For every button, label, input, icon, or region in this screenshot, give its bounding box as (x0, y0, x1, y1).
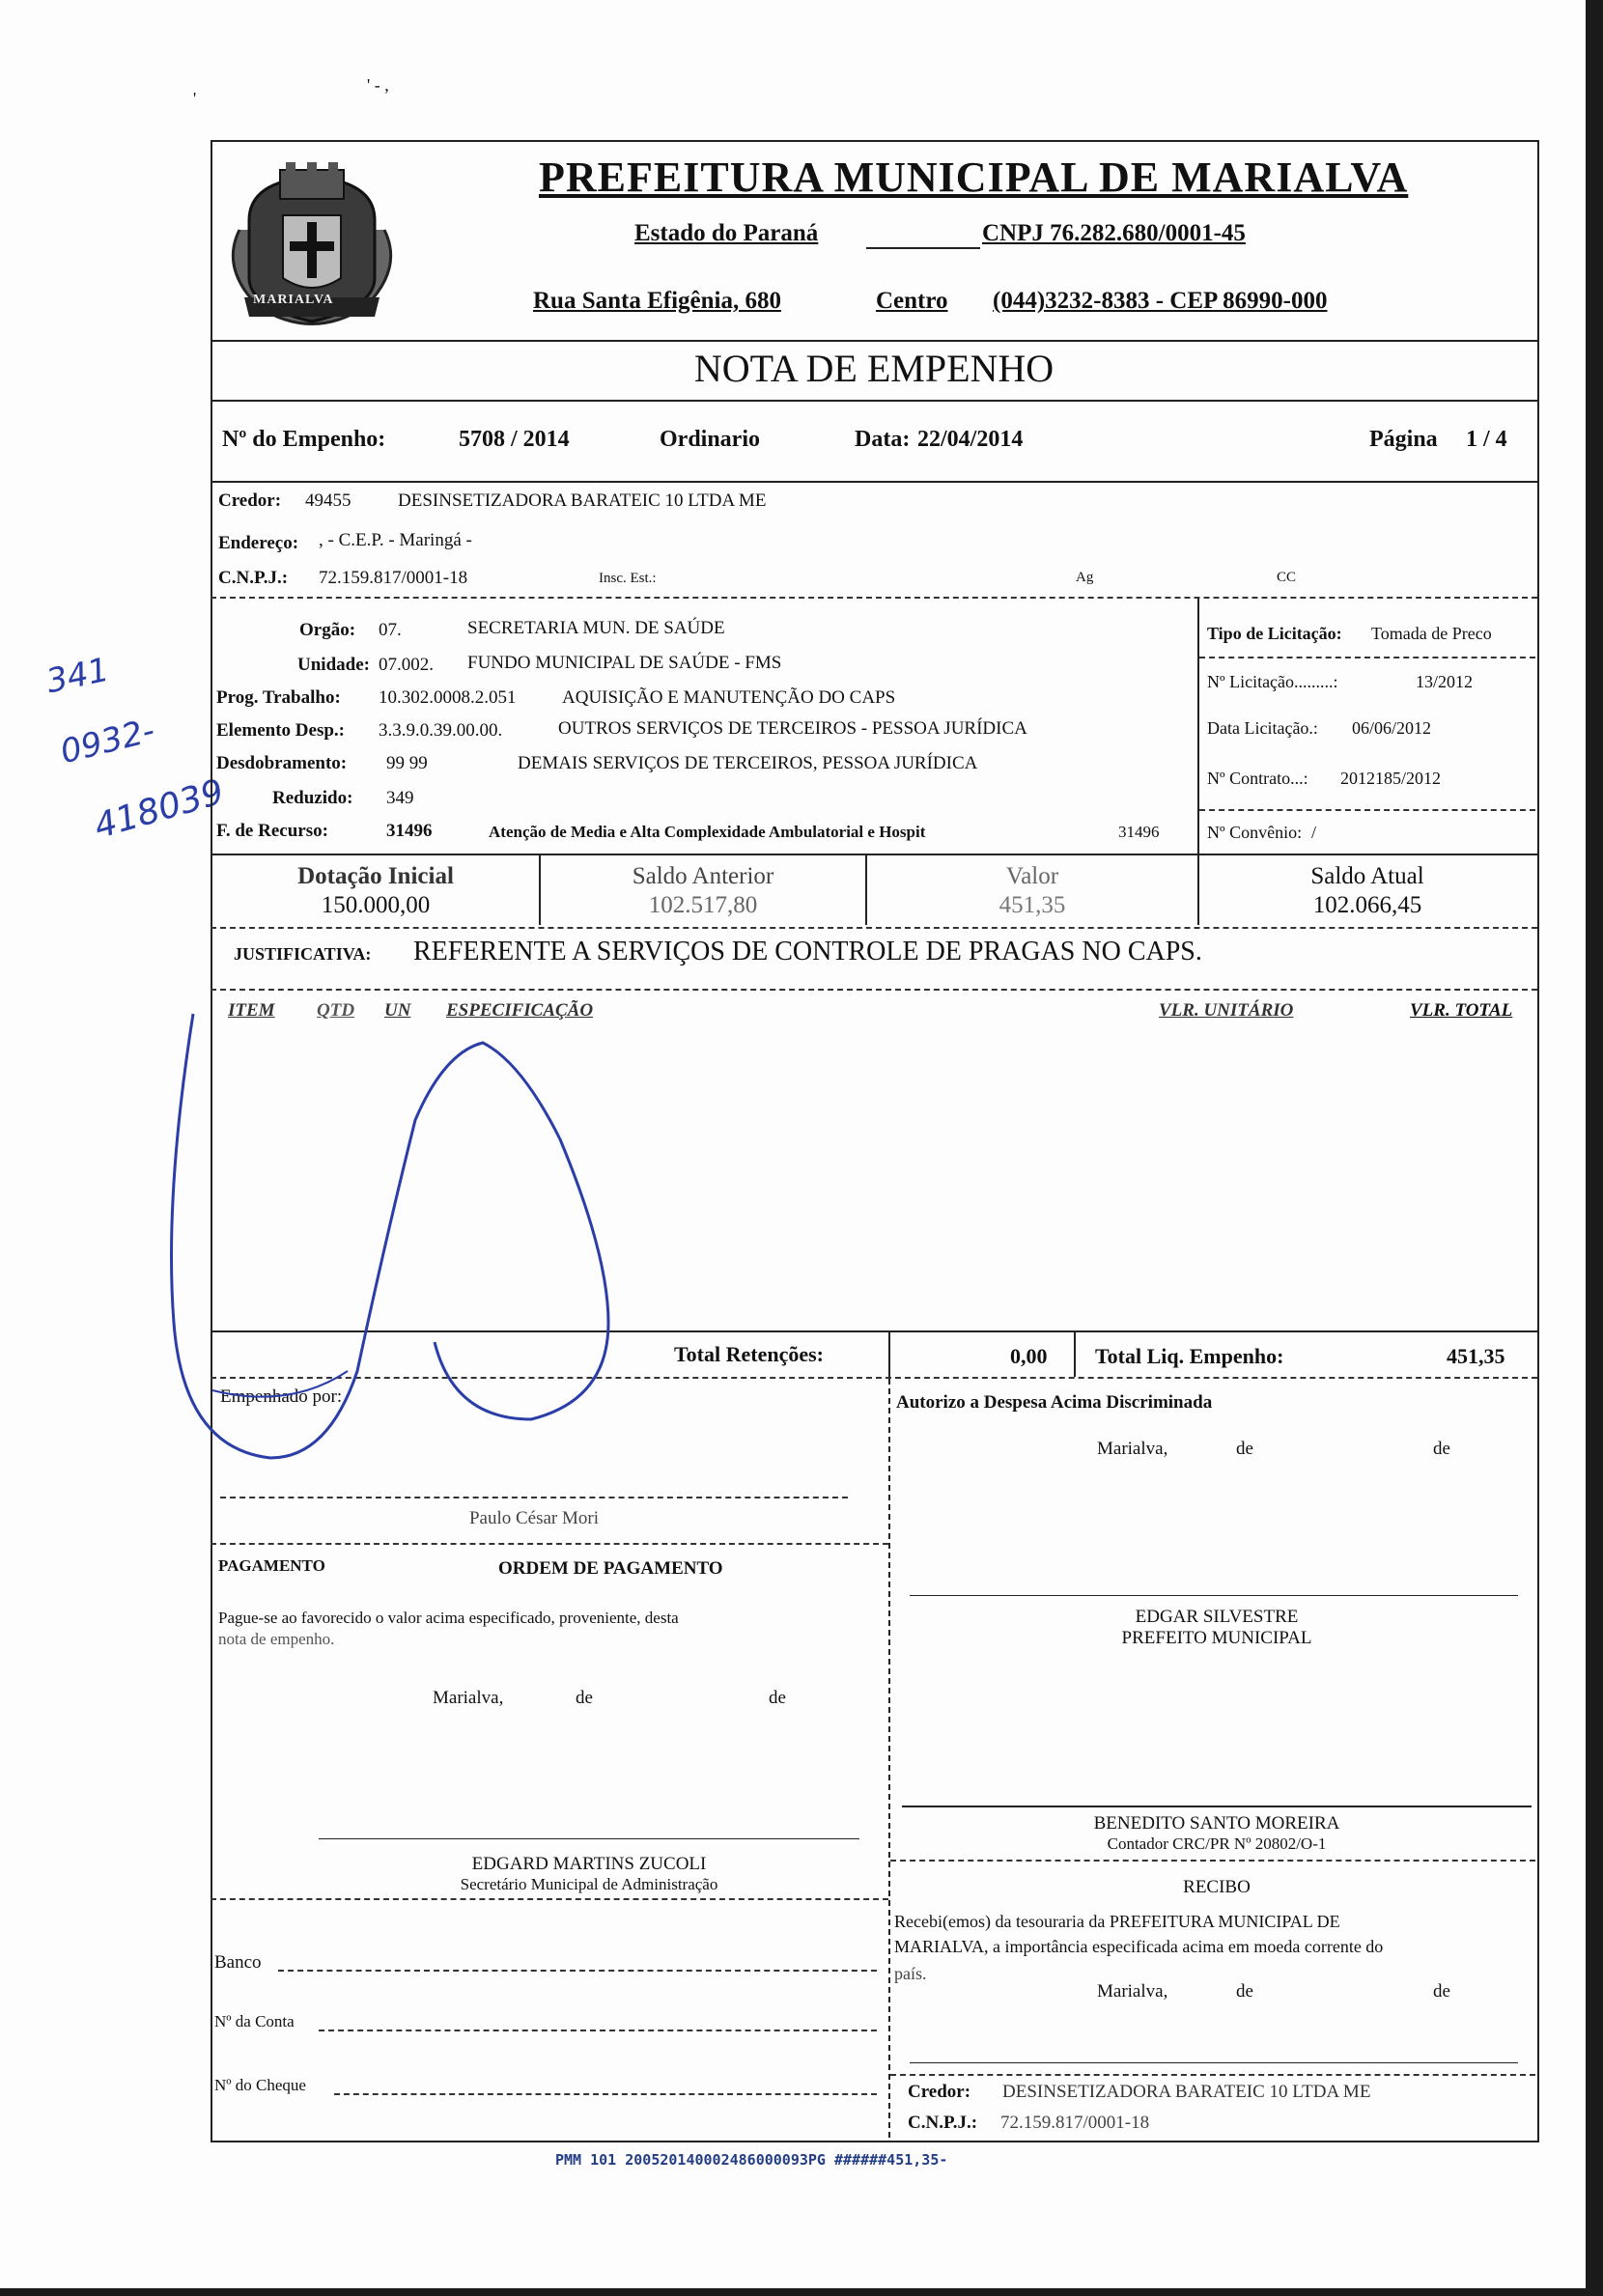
phone-cep-header: (044)3232-8383 - CEP 86990-000 (993, 288, 1328, 314)
municipality-title: PREFEITURA MUNICIPAL DE MARIALVA (539, 154, 1409, 201)
saldo-anterior-label: Saldo Anterior (632, 863, 774, 889)
empenhado-name: Paulo César Mori (468, 1508, 600, 1528)
signature-line (910, 1595, 1518, 1596)
empenho-date: 22/04/2014 (917, 427, 1024, 452)
desdobramento-name: DEMAIS SERVIÇOS DE TERCEIROS, PESSOA JURÍDICA (518, 753, 978, 773)
desdobramento-label: Desdobramento: (216, 753, 348, 773)
reduzido-value: 349 (386, 788, 414, 808)
recurso-code-2: 31496 (1118, 823, 1160, 841)
divider (888, 1379, 890, 2138)
district-header: Centro (876, 288, 948, 314)
empenho-number-label: Nº do Empenho: (222, 427, 386, 452)
address-header: Rua Santa Efigênia, 680 (533, 288, 781, 314)
credor-name: DESINSETIZADORA BARATEIC 10 LTDA ME (398, 490, 767, 511)
dotacao-value: 150.000,00 (321, 892, 431, 918)
justificativa-text: REFERENTE A SERVIÇOS DE CONTROLE DE PRAGAS NO CAPS. (413, 937, 1202, 966)
contrato-numero: 2012185/2012 (1340, 769, 1442, 788)
orgao-name: SECRETARIA MUN. DE SAÚDE (467, 618, 725, 638)
handwritten-note-2: 0932- (56, 711, 159, 772)
banco-label: Banco (214, 1952, 262, 1973)
licitacao-data: 06/06/2012 (1352, 718, 1432, 738)
divider (888, 1332, 890, 1377)
municipal-crest-icon (220, 162, 404, 336)
signature-line (319, 1838, 859, 1839)
prog-code: 10.302.0008.2.051 (379, 687, 517, 708)
saldo-atual-label: Saldo Atual (1310, 863, 1424, 889)
licitacao-data-label: Data Licitação.: (1207, 718, 1318, 738)
credor-sign-cnpj: 72.159.817/0001-18 (1000, 2113, 1150, 2133)
col-item: ITEM (228, 1000, 275, 1021)
doc-title-wrap (211, 346, 1537, 391)
ordem-de-1: de (576, 1688, 593, 1708)
credor-sign-label: Credor: (908, 2082, 971, 2102)
divider (211, 854, 1537, 855)
scan-mark: ' - , (367, 75, 389, 95)
recurso-name: Atenção de Media e Alta Complexidade Ambulatorial e Hospit (489, 823, 926, 841)
recibo-place: Marialva, (1097, 1981, 1168, 2002)
divider (211, 1543, 888, 1545)
empenho-type: Ordinario (660, 427, 761, 452)
recibo-text-3: país. (894, 1964, 927, 1983)
divider (890, 2074, 1535, 2076)
empenho-date-label: Data: (855, 427, 911, 452)
credor-cnpj: 72.159.817/0001-18 (319, 568, 468, 588)
retencoes-label: Total Retenções: (674, 1342, 824, 1366)
header-underline (866, 247, 980, 249)
unidade-code: 07.002. (379, 655, 434, 675)
ordem-text-2: nota de empenho. (218, 1630, 335, 1648)
col-especificacao: ESPECIFICAÇÃO (446, 1000, 594, 1021)
handwritten-note-1: 341 (42, 650, 113, 702)
autorizo-place: Marialva, (1097, 1439, 1168, 1459)
prefeito-title: PREFEITO MUNICIPAL (1121, 1628, 1312, 1648)
unidade-label: Unidade: (297, 655, 370, 675)
secretario-name: EDGARD MARTINS ZUCOLI (471, 1854, 707, 1874)
col-un: UN (384, 1000, 411, 1021)
empenhado-label: Empenhado por: (220, 1386, 343, 1407)
cnpj-header: CNPJ 76.282.680/0001-45 (982, 220, 1246, 246)
recibo-label: RECIBO (1183, 1877, 1251, 1897)
contrato-label: Nº Contrato...: (1207, 769, 1308, 788)
divider (1199, 809, 1535, 811)
ag-label: Ag (1076, 570, 1094, 585)
elemento-code: 3.3.9.0.39.00.00. (379, 720, 503, 741)
ordem-label: ORDEM DE PAGAMENTO (498, 1558, 723, 1579)
recibo-text-2: MARIALVA, a importância especificada acima em moeda corrente do (894, 1937, 1384, 1956)
desdobramento-code: 99 99 (386, 753, 428, 773)
state-name: Estado do Paraná (634, 220, 819, 246)
scan-mark: ' (193, 89, 197, 108)
divider (1197, 599, 1199, 854)
licitacao-numero: 13/2012 (1416, 672, 1474, 691)
divider (211, 400, 1537, 402)
recurso-code: 31496 (386, 821, 433, 841)
divider (211, 597, 1537, 599)
contador-name: BENEDITO SANTO MOREIRA (1093, 1813, 1340, 1834)
handwritten-signature (155, 1004, 695, 1487)
licitacao-numero-label: Nº Licitação.........: (1207, 672, 1338, 691)
elemento-name: OUTROS SERVIÇOS DE TERCEIROS - PESSOA JURÍDICA (558, 718, 1027, 739)
secretario-title: Secretário Municipal de Administração (460, 1875, 718, 1893)
insc-est-label: Insc. Est.: (599, 571, 657, 586)
justificativa-label: JUSTIFICATIVA: (234, 944, 372, 964)
signature-line (902, 1806, 1532, 1807)
autorizo-text: Autorizo a Despesa Acima Discriminada (896, 1392, 1213, 1413)
liquido-label: Total Liq. Empenho: (1095, 1344, 1284, 1368)
valor-value: 451,35 (998, 892, 1066, 918)
cc-label: CC (1277, 570, 1297, 585)
cheque-label: Nº do Cheque (214, 2076, 306, 2094)
col-qtd: QTD (317, 1000, 355, 1021)
orgao-code: 07. (379, 620, 402, 640)
pagamento-label: PAGAMENTO (218, 1556, 325, 1575)
tipo-licitacao: Tomada de Preco (1371, 624, 1492, 643)
recibo-de-1: de (1236, 1981, 1253, 2002)
cheque-line (334, 2093, 877, 2095)
empenho-number: 5708 / 2014 (459, 427, 570, 452)
banco-line (278, 1970, 877, 1972)
prog-name: AQUISIÇÃO E MANUTENÇÃO DO CAPS (562, 687, 896, 708)
saldo-anterior-value: 102.517,80 (648, 892, 758, 918)
credor-sign-name: DESINSETIZADORA BARATEIC 10 LTDA ME (1002, 2082, 1371, 2102)
orgao-label: Orgão: (299, 620, 356, 640)
recibo-de-2: de (1433, 1981, 1450, 2002)
page-number: 1 / 4 (1466, 427, 1507, 452)
doc-title: NOTA DE EMPENHO (693, 347, 1055, 390)
convenio-value: / (1311, 823, 1317, 842)
crest-banner: MARIALVA (253, 293, 334, 307)
tipo-licitacao-label: Tipo de Licitação: (1207, 624, 1342, 643)
col-vlr-unitario: VLR. UNITÁRIO (1159, 1000, 1294, 1021)
autorizo-de-2: de (1433, 1439, 1450, 1459)
valor-label: Valor (1005, 863, 1059, 889)
elemento-label: Elemento Desp.: (216, 720, 345, 741)
credor-code: 49455 (305, 490, 352, 511)
divider (211, 340, 1537, 342)
divider (211, 989, 1537, 991)
divider (211, 481, 1537, 483)
prog-label: Prog. Trabalho: (216, 687, 341, 708)
signature-line (910, 2062, 1518, 2063)
convenio-label: Nº Convênio: (1207, 823, 1303, 842)
credor-sign-cnpj-label: C.N.P.J.: (908, 2113, 978, 2133)
unidade-name: FUNDO MUNICIPAL DE SAÚDE - FMS (467, 653, 782, 673)
conta-label: Nº da Conta (214, 2012, 295, 2030)
col-vlr-total: VLR. TOTAL (1410, 1000, 1513, 1021)
signature-line (220, 1497, 848, 1498)
divider (1074, 1332, 1076, 1377)
cnpj-label: C.N.P.J.: (218, 568, 289, 588)
ordem-de-2: de (769, 1688, 786, 1708)
page-label: Página (1369, 427, 1438, 452)
ordem-text-1: Pague-se ao favorecido o valor acima especificado, proveniente, desta (218, 1609, 679, 1627)
recurso-label: F. de Recurso: (216, 821, 328, 841)
reduzido-label: Reduzido: (272, 788, 353, 808)
saldo-atual-value: 102.066,45 (1312, 892, 1422, 918)
dotacao-label: Dotação Inicial (297, 863, 454, 889)
credor-address: , - C.E.P. - Maringá - (319, 530, 472, 550)
contador-title: Contador CRC/PR Nº 20802/O-1 (1107, 1834, 1327, 1853)
retencoes-value: 0,00 (1010, 1344, 1048, 1368)
footer-code: PMM 101 200520140002486000093PG ######451,35- (555, 2151, 948, 2169)
handwritten-note-3: 418039 (90, 771, 229, 848)
address-label: Endereço: (218, 533, 299, 553)
liquido-value: 451,35 (1447, 1344, 1505, 1368)
recibo-text-1: Recebi(emos) da tesouraria da PREFEITURA MUNICIPAL DE (894, 1912, 1340, 1931)
ordem-place: Marialva, (433, 1688, 504, 1708)
divider (211, 927, 1537, 929)
conta-line (319, 2030, 877, 2031)
credor-label: Credor: (218, 490, 282, 511)
divider (211, 1898, 888, 1900)
divider (1199, 657, 1535, 658)
autorizo-de-1: de (1236, 1439, 1253, 1459)
prefeito-name: EDGAR SILVESTRE (1135, 1607, 1299, 1627)
divider (890, 1860, 1535, 1862)
